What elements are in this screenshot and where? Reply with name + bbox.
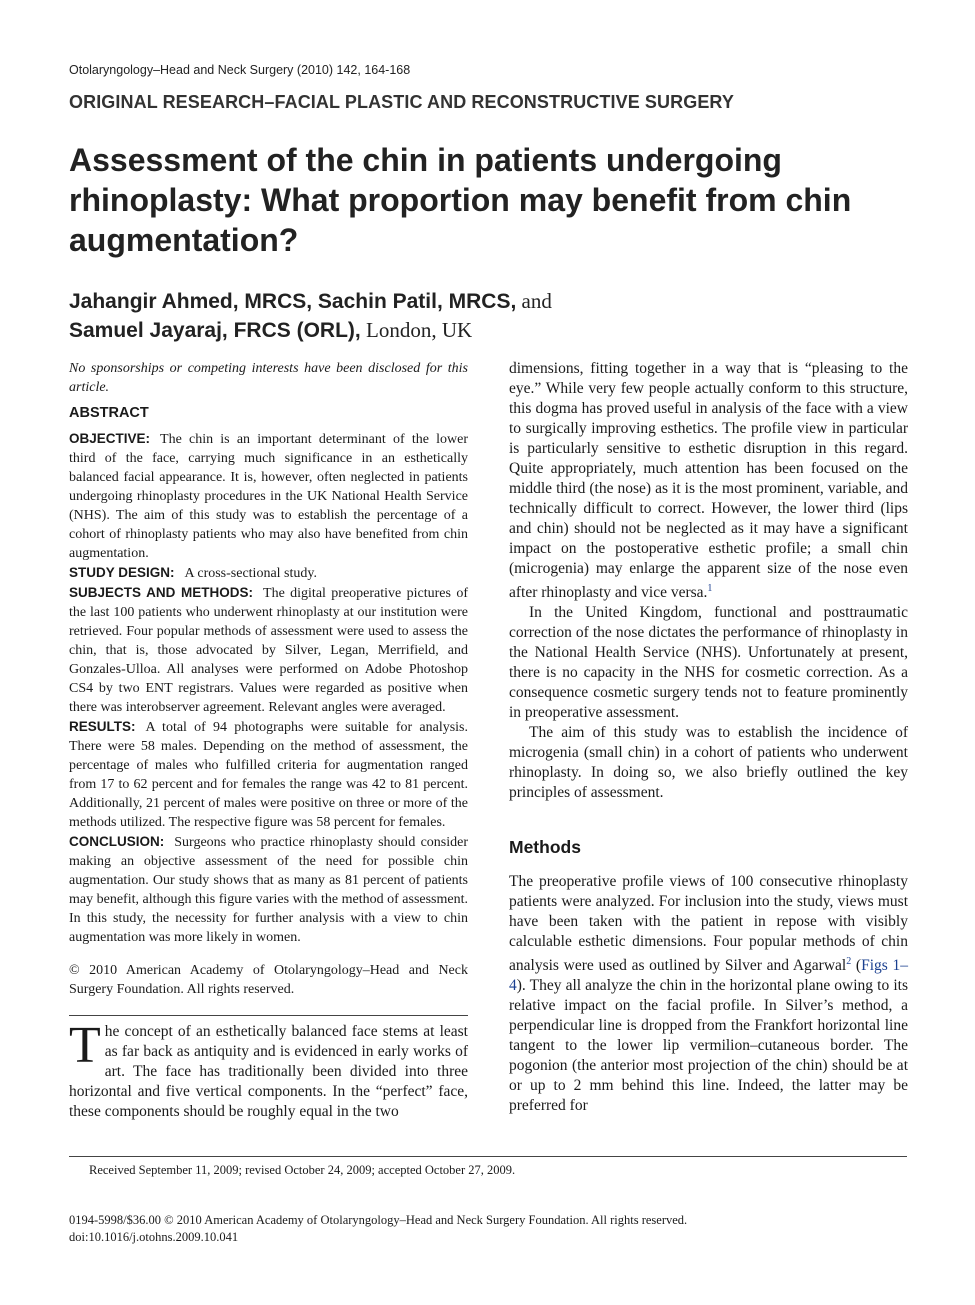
- subjects-text: The digital preoperative pictures of the last 100 patients who underwent rhinoplasty at our institution were retrieved. Four popular methods of assessment were used to assess the chin, that is, those advocated by Silver, Legan, Merrifield, and Gonzales-Ulloa. All analyses were performed on Adobe Photoshop CS4 by two ENT registrars. Values were regarded as positive when there was interobserver agreement. Relevant angles were averaged.: [69, 586, 468, 715]
- left-column: [69, 359, 468, 1122]
- abstract-objective: [69, 429, 468, 563]
- reference-1-link[interactable]: 1: [707, 583, 713, 594]
- author-names-1: Jahangir Ahmed, MRCS, Sachin Patil, MRCS,: [69, 290, 517, 313]
- intro-text-1: he concept of an esthetically balanced face stems at least as far back as antiquity and is evidenced in early works of art. The face has traditionally been divided into three horizontal and five vertical components. In the “perfect” face, these components should be roughly equal in the two: [69, 1023, 468, 1120]
- issn-block: [69, 1212, 687, 1246]
- results-label: RESULTS:: [69, 719, 136, 734]
- author-names-2: Samuel Jayaraj, FRCS (ORL),: [69, 319, 361, 342]
- results-text: A total of 94 photographs were suitable for analysis. There were 58 males. Depending on the method of assessment, the percentage of males who fulfilled criteria for augmentation ranged from 17 to 62 percent and for females the range was 42 to 81 percent. Additionally, 21 percent of males were positive on three or more of the methods utilized. The respective figure was 58 percent for females.: [69, 720, 468, 830]
- right-flow: [509, 359, 908, 1116]
- abstract-divider: [69, 1015, 468, 1016]
- intro-paragraph-2: In the United Kingdom, functional and posttraumatic correction of the nose dictates the performance of rhinoplasty in the National Health Service (NHS). Unfortunately at present, there is no capacity in the NHS for cosmetic correction. As a consequence cosmetic surgery tends not to feature prominently in preoperative assessment.: [509, 604, 908, 722]
- methods-open-paren: (: [851, 957, 862, 975]
- intro-paragraph-1: [69, 1017, 468, 1122]
- doi: doi:10.1016/j.otohns.2009.10.041: [69, 1230, 239, 1244]
- methods-heading: Methods: [509, 837, 581, 858]
- drop-cap: T: [69, 1017, 101, 1074]
- abstract-subjects: [69, 583, 468, 717]
- abstract-copyright: © 2010 American Academy of Otolaryngology–Head and Neck Surgery Foundation. All rights reserved.: [69, 963, 468, 997]
- design-label: STUDY DESIGN:: [69, 565, 175, 580]
- conclusion-label: CONCLUSION:: [69, 834, 165, 849]
- intro-paragraph-3: The aim of this study was to establish the incidence of microgenia (small chin) in a cohort of patients who underwent rhinoplasty. In doing so, we also briefly outlined the key principles of assessment.: [509, 724, 908, 802]
- design-text: A cross-sectional study.: [184, 566, 317, 581]
- methods-paragraph: [509, 872, 908, 1116]
- conclusion-text: Surgeons who practice rhinoplasty should consider making an objective assessment of the need for possible chin augmentation. Our study shows that as many as 81 percent of patients may benefit, although this figure varies with the method of assessment. In this study, the necessity for further analysis with a view to chin augmentation was more likely in women.: [69, 835, 468, 945]
- reference-2-link[interactable]: 2: [846, 956, 852, 968]
- abstract-design: [69, 563, 468, 583]
- objective-label: OBJECTIVE:: [69, 431, 151, 446]
- abstract-heading: ABSTRACT: [69, 405, 149, 421]
- intro-text-1-continued: dimensions, fitting together in a way that is “pleasing to the eye.” While very few people actually conform to this structure, this dogma has proved useful in analysis of the face with a view to surgically improving esthetics. The profile view in particular is particularly sensitive to esthetic disruption in this regard. Quite appropriately, much attention has been focused on the middle third (the nose) as it is the most prominent, variable, and technically difficult to correct. However, the lower third (lips and chin) should not be neglected as it may have a significant impact on the postoperative esthetic profile; a small chin (microgenia) may enlarge the apparent size of the nose even after rhinoplasty and vice versa.: [509, 360, 908, 602]
- subjects-label: SUBJECTS AND METHODS:: [69, 585, 254, 600]
- methods-text-a: The preoperative profile views of 100 consecutive rhinoplasty patients were analyzed. For inclusion into the study, views must have been taken with the patient in repose with visibly calculable esthetic dimensions. Four popular methods of chin analysis were used as outlined by Silver and Agarwal: [509, 873, 908, 975]
- received-dates: Received September 11, 2009; revised October 24, 2009; accepted October 27, 2009.: [89, 1163, 516, 1177]
- section-heading: ORIGINAL RESEARCH–FACIAL PLASTIC AND RECONSTRUCTIVE SURGERY: [69, 92, 734, 112]
- abstract-results: [69, 717, 468, 832]
- issn-copyright: 0194-5998/$36.00 © 2010 American Academy of Otolaryngology–Head and Neck Surgery Foundation. All rights reserved.: [69, 1213, 688, 1227]
- article-title: Assessment of the chin in patients undergoing rhinoplasty: What proportion may benefit from chin augmentation?: [69, 142, 852, 258]
- journal-citation: Otolaryngology–Head and Neck Surgery (2010) 142, 164-168: [69, 63, 411, 77]
- author-location: London, UK: [366, 318, 473, 342]
- figures-link[interactable]: Figs 1–4: [509, 957, 908, 995]
- right-column: [509, 359, 908, 1116]
- intro-paragraph-1-continued: [509, 359, 908, 603]
- methods-text-b: ). They all analyze the chin in the horizontal plane owing to its relative impact on the facial profile. In Silver’s method, a perpendicular line is dropped from the Frankfort horizontal line tangent to the lower lip vermilion–cutaneous border. The pogonion (the anterior most projection of the chin) should be at or up to 2 mm behind this line. Indeed, the latter may be preferred for: [509, 977, 908, 1115]
- author-conjunction: and: [521, 289, 552, 313]
- author-list: [69, 287, 889, 345]
- abstract-conclusion: [69, 832, 468, 947]
- objective-text: The chin is an important determinant of the lower third of the face, carrying much significance in an esthetically balanced facial appearance. It is, however, often neglected in patients undergoing rhinoplasty procedures in the UK National Health Service (NHS). The aim of this study was to establish the percentage of a cohort of rhinoplasty patients who may also have benefited from chin augmentation.: [69, 432, 468, 561]
- footer-rule: [69, 1156, 907, 1157]
- disclosure-note: No sponsorships or competing interests have been disclosed for this article.: [69, 361, 468, 395]
